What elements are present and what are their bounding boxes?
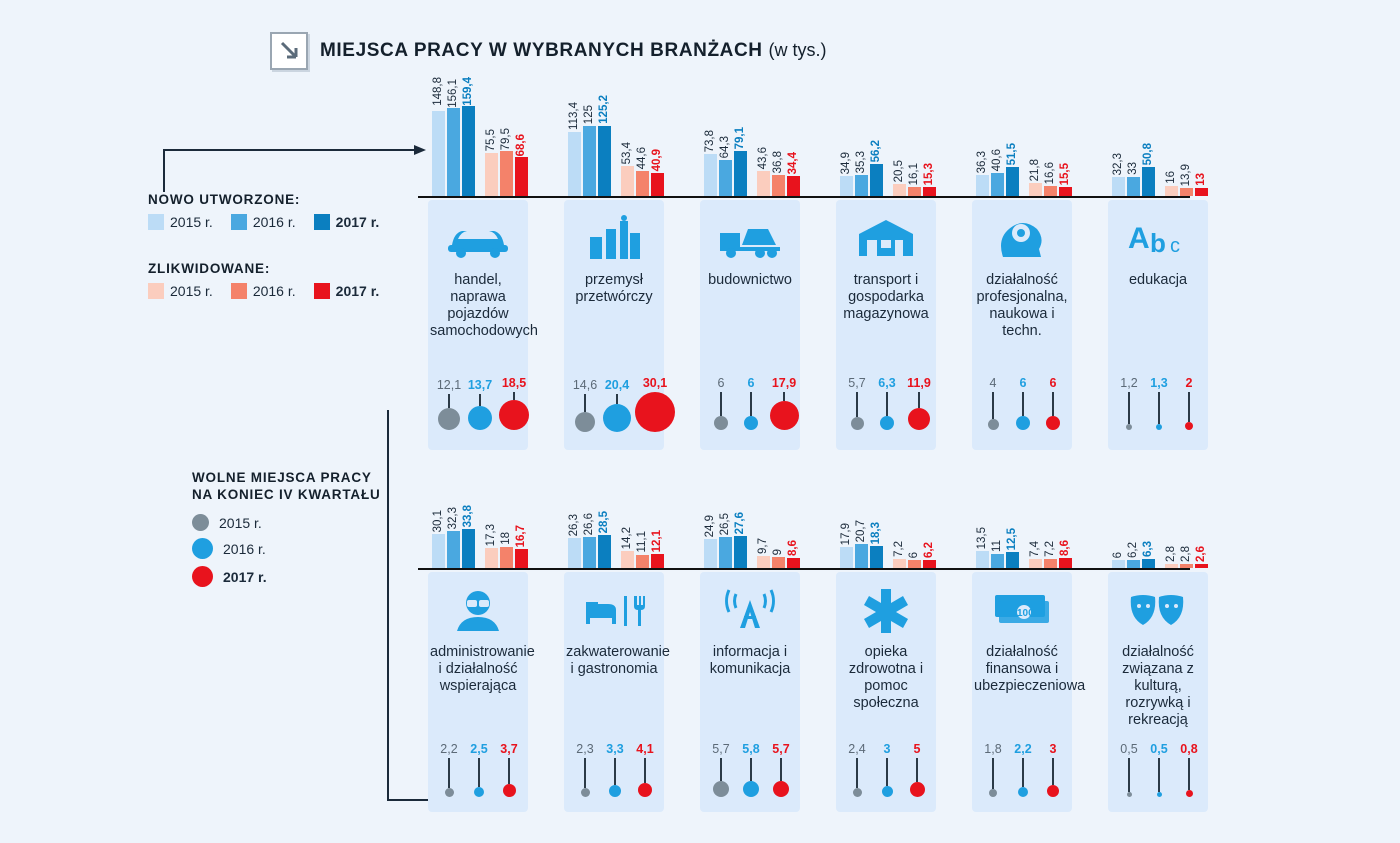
bar-value: 21,8 (1029, 158, 1041, 181)
vacancy-value: 5,7 (848, 376, 866, 390)
panel-label: informacja i komunikacja (709, 644, 791, 678)
vacancy-value: 3,7 (500, 742, 518, 756)
vacancy-value: 12,1 (436, 378, 462, 392)
bar-value: 12,1 (651, 529, 663, 552)
svg-text:A: A (1128, 222, 1150, 255)
bar-value: 36,3 (976, 150, 988, 173)
bar-value: 30,1 (432, 509, 444, 532)
vacancies-zakwaterowanie (570, 742, 660, 797)
bar-value: 2,8 (1165, 546, 1177, 562)
legend-vacancy-2015 (192, 514, 381, 531)
legend-liquidated-items (148, 283, 389, 299)
bars-profesjonalna (976, 106, 1072, 196)
vacancies-administrowanie (434, 742, 524, 797)
panel-label: opieka zdrowotna i pomoc społeczna (848, 644, 924, 712)
bar-value: 51,5 (1006, 142, 1018, 165)
head-gear-icon (972, 208, 1072, 268)
panel-label: transport i gospodarka magazynowa (843, 272, 929, 323)
bars-opieka (840, 518, 936, 568)
legend-swatch (148, 283, 164, 299)
bars-finansowa (976, 518, 1072, 568)
vacancy-value: 5,8 (742, 742, 760, 756)
bar-value: 16 (1165, 171, 1177, 184)
legend-vacancy-2016 (192, 538, 381, 559)
vacancy-value: 5,7 (712, 742, 730, 756)
panel-label: zakwaterowanie i gastronomia (566, 644, 670, 678)
bar-value: 18,3 (870, 521, 882, 544)
legend-label: 2016 r. (252, 283, 296, 299)
svg-text:b: b (1150, 228, 1166, 258)
bar-value: 11,1 (636, 531, 648, 553)
legend-vacancies (192, 470, 381, 594)
bar-value: 7,2 (893, 541, 905, 557)
bar-value: 6,2 (1127, 542, 1139, 558)
bar-value: 15,3 (923, 162, 935, 185)
vacancy-value: 6 (747, 376, 755, 390)
bar-value: 32,3 (1112, 152, 1124, 175)
vacancy-value: 5 (913, 742, 921, 756)
bars-budownictwo (704, 106, 800, 196)
bar-value: 9,7 (757, 538, 769, 554)
svg-text:c: c (1170, 235, 1180, 257)
bar-value: 24,9 (704, 514, 716, 537)
vacancy-value: 2,5 (470, 742, 488, 756)
page-title-unit: (w tys.) (768, 40, 827, 60)
legend-label: 2015 r. (170, 214, 213, 230)
bed-cutlery-icon (564, 580, 664, 640)
bar-value: 32,3 (447, 506, 459, 529)
bar-value: 26,5 (719, 512, 731, 535)
legend-vacancy-2017 (192, 566, 381, 587)
bars-kultura (1112, 518, 1208, 568)
vacancies-finansowa (978, 742, 1068, 797)
bars-handel (432, 77, 528, 196)
bar-value: 16,6 (1044, 161, 1056, 184)
legend-label: 2016 r. (252, 214, 296, 230)
car-icon (428, 208, 528, 268)
vacancy-value: 2 (1185, 376, 1193, 390)
vacancy-value: 3 (883, 742, 891, 756)
bar-value: 33,8 (462, 504, 474, 527)
vacancies-opieka (842, 742, 932, 797)
bar-value: 68,6 (515, 133, 527, 156)
vacancy-value: 5,7 (772, 742, 790, 756)
bar-value: 13 (1195, 173, 1207, 186)
vacancy-value: 2,4 (848, 742, 866, 756)
bar-value: 36,8 (772, 150, 784, 173)
bar-value: 148,8 (432, 77, 444, 106)
bar-value: 15,5 (1059, 162, 1071, 185)
page-title-text: MIEJSCA PRACY W WYBRANYCH BRANŻACH (320, 40, 763, 61)
bar-value: 18 (500, 532, 512, 545)
legend-swatch (148, 214, 164, 230)
cement-truck-icon (700, 208, 800, 268)
bar-value: 26,6 (583, 512, 595, 535)
bar-value: 33 (1127, 162, 1139, 175)
legend-swatch (231, 214, 247, 230)
bar-value: 2,6 (1195, 546, 1207, 562)
bar-value: 20,5 (893, 159, 905, 182)
bar-value: 8,6 (1059, 540, 1071, 556)
panel-label: działalność finansowa i ubezpieczeniowa (974, 644, 1086, 695)
legend-created-items (148, 214, 389, 230)
bars-edukacja (1112, 106, 1208, 196)
bar-value: 13,9 (1180, 163, 1192, 186)
bar-value: 12,5 (1006, 527, 1018, 550)
bar-value: 35,3 (855, 150, 867, 173)
bar-value: 40,6 (991, 148, 1003, 171)
vacancy-value: 2,2 (440, 742, 458, 756)
vacancy-value: 3,3 (606, 742, 624, 756)
legend-created-2016 (231, 214, 296, 230)
vacancy-value: 2,3 (576, 742, 594, 756)
connector-arrow-top (160, 140, 430, 200)
vacancy-value: 13,7 (467, 378, 493, 392)
medical-cross-icon (836, 580, 936, 640)
factory-icon (564, 208, 664, 268)
bar-value: 28,5 (598, 510, 610, 533)
vacancy-value: 0,5 (1150, 742, 1168, 756)
bar-value: 43,6 (757, 146, 769, 169)
vacancy-value: 4,1 (636, 742, 654, 756)
legend-dot (192, 566, 213, 587)
warehouse-icon (836, 208, 936, 268)
panel-label: edukacja (1128, 272, 1188, 288)
axis-line-row2 (418, 568, 1190, 570)
vacancy-value: 30,1 (642, 376, 668, 390)
legend-swatch (314, 214, 330, 230)
page-header (270, 32, 827, 70)
bar-value: 6 (908, 551, 920, 558)
vacancy-value: 6 (1049, 376, 1057, 390)
legend-dot (192, 514, 209, 531)
bar-value: 34,4 (787, 151, 799, 174)
bar-value: 2,8 (1180, 546, 1192, 562)
legend-swatch (231, 283, 247, 299)
abc-icon (1108, 208, 1208, 268)
bar-value: 17,3 (485, 523, 497, 546)
svg-text:100: 100 (1017, 608, 1034, 619)
vacancy-value: 0,5 (1120, 742, 1138, 756)
vacancy-value: 2,2 (1014, 742, 1032, 756)
theatre-masks-icon (1108, 580, 1208, 640)
legend-label: 2015 r. (170, 283, 213, 299)
bar-value: 79,1 (734, 126, 746, 149)
vacancies-profesjonalna (978, 376, 1068, 430)
bar-value: 13,5 (976, 526, 988, 549)
panel-label: administrowanie i działalność wspierająca (430, 644, 535, 695)
legend-vacancies-title-2: NA KONIEC IV KWARTAŁU (192, 487, 381, 502)
arrow-down-right-icon (270, 32, 308, 70)
vacancy-value: 17,9 (771, 376, 797, 390)
vacancies-przemysl (570, 376, 676, 432)
banknotes-icon (972, 580, 1072, 640)
vacancy-value: 14,6 (572, 378, 598, 392)
bar-value: 7,4 (1029, 541, 1041, 557)
bars-transport (840, 106, 936, 196)
legend-vacancies-title-1: WOLNE MIEJSCA PRACY (192, 470, 372, 485)
panel-label: handel, naprawa pojazdów samochodowych (430, 272, 538, 340)
bar-value: 50,8 (1142, 142, 1154, 165)
bar-value: 75,5 (485, 128, 497, 151)
legend-liquidated-2016 (231, 283, 296, 299)
legend-swatch (314, 283, 330, 299)
panel-label: działalność związana z kulturą, rozrywką i rekreacją (1122, 644, 1194, 729)
legend-created-title: NOWO UTWORZONE: (148, 192, 301, 207)
bar-value: 26,3 (568, 513, 580, 536)
bar-value: 34,9 (840, 151, 852, 174)
vacancy-value: 11,9 (907, 376, 931, 390)
vacancies-informacja (706, 742, 796, 797)
bar-value: 40,9 (651, 148, 663, 171)
panel-label: działalność profesjonalna, naukowa i techn. (976, 272, 1068, 340)
panel-label: przemysł przetwórczy (575, 272, 653, 306)
legend-label: 2017 r. (335, 214, 380, 230)
bar-value: 156,1 (447, 79, 459, 108)
bar-value: 9 (772, 548, 784, 555)
vacancies-edukacja (1114, 376, 1204, 430)
bar-value: 64,3 (719, 135, 731, 158)
legend-label: 2017 r. (223, 568, 267, 585)
bar-value: 44,6 (636, 146, 648, 169)
vacancies-kultura (1114, 742, 1204, 797)
legend-dot (192, 538, 213, 559)
bar-value: 16,7 (515, 524, 527, 547)
bar-value: 17,9 (840, 522, 852, 545)
legend-label: 2017 r. (335, 283, 380, 299)
vacancy-value: 1,3 (1150, 376, 1168, 390)
vacancy-value: 1,2 (1120, 376, 1138, 390)
vacancy-value: 4 (989, 376, 997, 390)
bar-value: 79,5 (500, 127, 512, 150)
panel-label: budownictwo (708, 272, 792, 288)
vacancies-transport (842, 376, 936, 430)
bar-value: 113,4 (568, 102, 580, 130)
legend-liquidated-2015 (148, 283, 213, 299)
bar-value: 20,7 (855, 519, 867, 542)
bar-value: 125 (583, 104, 595, 124)
bar-value: 14,2 (621, 526, 633, 549)
vacancy-value: 20,4 (604, 378, 630, 392)
bars-zakwaterowanie (568, 510, 664, 568)
bar-value: 8,6 (787, 540, 799, 556)
legend-liquidated-2017 (314, 283, 380, 299)
bar-value: 16,1 (908, 162, 920, 185)
bar-value: 6,3 (1142, 541, 1154, 557)
bar-value: 53,4 (621, 141, 633, 164)
legend-liquidated (148, 261, 389, 303)
legend-label: 2016 r. (223, 540, 266, 557)
bars-przemysl (568, 95, 664, 196)
legend-liquidated-title: ZLIKWIDOWANE: (148, 261, 271, 276)
bar-value: 6,2 (923, 542, 935, 558)
vacancy-value: 6 (717, 376, 725, 390)
bar-value: 125,2 (598, 95, 610, 124)
bar-value: 27,6 (734, 511, 746, 534)
page-title (320, 40, 827, 62)
axis-line-row1 (418, 196, 1190, 198)
bar-value: 56,2 (870, 139, 882, 162)
bar-value: 6 (1112, 551, 1124, 558)
legend-created-2017 (314, 214, 380, 230)
vacancies-handel (434, 376, 532, 430)
vacancy-value: 0,8 (1180, 742, 1198, 756)
antenna-icon (700, 580, 800, 640)
vacancy-value: 6,3 (878, 376, 896, 390)
legend-created-2015 (148, 214, 213, 230)
vacancy-value: 3 (1049, 742, 1057, 756)
vacancy-value: 18,5 (501, 376, 527, 390)
bar-value: 73,8 (704, 129, 716, 152)
legend-label: 2015 r. (219, 514, 262, 531)
bars-informacja (704, 511, 800, 568)
bar-value: 159,4 (462, 77, 474, 106)
office-worker-icon (428, 580, 528, 640)
bar-value: 11 (991, 540, 1003, 552)
bar-value: 7,2 (1044, 541, 1056, 557)
vacancies-budownictwo (706, 376, 802, 430)
vacancy-value: 1,8 (984, 742, 1002, 756)
vacancy-value: 6 (1019, 376, 1027, 390)
bars-administrowanie (432, 504, 528, 568)
